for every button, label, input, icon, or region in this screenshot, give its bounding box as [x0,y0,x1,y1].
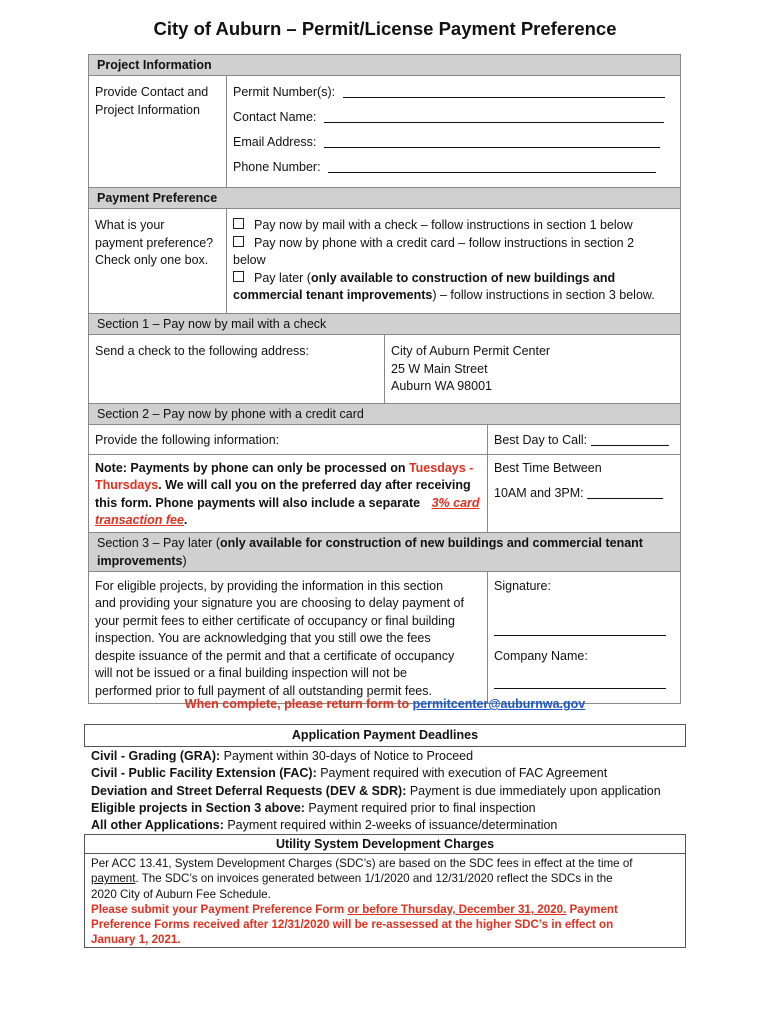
deadline-type: Civil - Public Facility Extension (FAC): [91,766,317,781]
option-phone-card-label: Pay now by phone with a credit card – follow instructions in section 2 [254,235,635,250]
sdc-header: Utility System Development Charges [84,834,686,854]
deadline-item [91,748,661,765]
section2-header-row [89,404,681,425]
deadline-text: Payment is due immediately upon application [406,783,661,798]
sdc-notice-text: Please submit your Payment Preference Form [91,902,348,916]
option-pay-later[interactable] [233,270,674,288]
best-day-field[interactable] [488,425,680,455]
deadline-item [91,783,661,800]
project-info-row [89,76,681,188]
section2-call-info [488,425,681,533]
payment-preference-header: Payment Preference [89,188,681,209]
best-day-line[interactable] [591,433,669,446]
payment-preference-label-line: payment preference? [95,235,214,250]
deadline-type: Eligible projects in Section 3 above: [91,800,305,815]
section2-note-text: Note: Payments by phone can only be processed on [95,460,409,475]
permit-number-field[interactable] [233,84,674,109]
project-info-label [89,76,227,188]
signature-label: Signature: [494,578,551,593]
address-line: City of Auburn Permit Center [391,344,551,358]
section3-header-text: Section 3 – Pay later ( [97,535,220,550]
option-pay-later-label: Pay later ( [254,270,311,285]
sdc-text: . The SDC’s on invoices generated between 1/1/2020 and 12/31/2020 reflect the SDCs in the [135,872,613,886]
page-title: City of Auburn – Permit/License Payment Preference [153,18,617,39]
best-time-label: Best Time Between [494,460,602,475]
section3-body-line: your permit fees to either certificate of occupancy or final building [95,613,455,628]
deadline-item [91,765,661,782]
sdc-payment-word: payment [91,872,136,886]
section2-note-end: . [183,513,188,527]
checkbox-pay-later[interactable] [233,271,244,282]
section2-card-fee: 3% card [431,495,480,510]
address-line: Auburn WA 98001 [391,379,492,393]
option-mail-check[interactable] [233,217,674,235]
section2-header: Section 2 – Pay now by phone with a credit card [89,404,681,425]
section1-header-row [89,314,681,335]
section3-body-line: despite issuance of the permit and that a certificate of occupancy [95,648,455,663]
section3-row [89,571,681,703]
company-name-line[interactable] [494,666,666,689]
deadline-item [91,800,661,817]
permit-number-label: Permit Number(s): [233,85,336,99]
payment-options [227,209,681,314]
address-line: 25 W Main Street [391,361,488,376]
option-phone-card-label-cont: below [233,253,266,267]
contact-name-label: Contact Name: [233,110,317,124]
project-info-header: Project Information [89,55,681,76]
deadlines-list [91,748,661,834]
deadline-text: Payment required within 2-weeks of issuance/determination [223,818,558,833]
option-mail-check-label: Pay now by mail with a check – follow instructions in section 1 below [254,218,633,232]
section2-note-text: this form. Phone payments will also include a separate [95,495,421,510]
project-info-header-row [89,55,681,76]
deadline-type: All other Applications: [91,818,224,833]
section1-instruction: Send a check to the following address: [89,335,385,404]
deadline-text: Payment required with execution of FAC Agreement [316,766,608,781]
email-address-label: Email Address: [233,135,317,149]
option-pay-later-cont [233,287,674,305]
best-time-field[interactable] [488,477,680,503]
section3-header-row [89,532,681,571]
deadline-type: Civil - Grading (GRA): [91,749,221,763]
permit-number-line[interactable] [343,85,665,98]
sdc-notice-text: Payment [566,902,618,916]
contact-name-field[interactable] [233,109,674,134]
section2-note-text: . We will call you on the preferred day after receiving [158,478,471,492]
sdc-notice-line: Preference Forms received after 12/31/2020 will be re-assessed at the higher SDC’s in effect on [91,918,614,932]
payment-preference-row [89,209,681,314]
payment-preference-label [89,209,227,314]
section3-body-line: For eligible projects, by providing the information in this section [95,578,444,593]
project-info-label-line: Project Information [95,102,200,117]
section2-note-days-cont: Thursdays [95,478,159,492]
project-info-label-line: Provide Contact and [95,85,209,99]
section3-header-condition-cont: improvements [97,553,183,568]
payment-preference-header-row [89,188,681,209]
section3-body [89,571,488,703]
best-time-line[interactable] [587,486,663,499]
payment-preference-label-line: What is your [95,218,165,232]
best-time-range-label: 10AM and 3PM: [494,486,584,500]
return-instructions [0,697,770,711]
sdc-text-line: 2020 City of Auburn Fee Schedule. [91,887,271,901]
return-email-link[interactable]: permitcenter@auburnwa.gov [412,697,586,711]
return-text: When complete, please return form to [184,697,413,711]
checkbox-mail-check[interactable] [233,218,244,229]
checkbox-phone-card[interactable] [233,236,244,247]
payment-preference-label-line: Check only one box. [95,253,209,267]
email-address-field[interactable] [233,134,674,159]
sdc-notice-line: January 1, 2021. [91,933,181,947]
deadlines-header: Application Payment Deadlines [84,724,686,747]
section2-provide: Provide the following information: [89,425,487,455]
section3-body-line: inspection. You are acknowledging that you still owe the fees [95,631,431,645]
section2-row [89,425,681,533]
section2-note [89,455,487,532]
section3-header-condition: only available for construction of new buildings and commercial tenant [219,535,643,550]
deadline-text: Payment required prior to final inspection [304,800,536,815]
section3-header [89,532,681,571]
section1-address [385,335,681,404]
option-pay-later-rest: ) – follow instructions in section 3 below. [432,288,655,302]
section3-body-line: and providing your signature you are choosing to delay payment of [95,596,464,610]
section2-instructions [89,425,488,533]
sdc-text-line [91,871,679,886]
section3-header-end: ) [182,553,187,568]
sdc-text-line: Per ACC 13.41, System Development Charges (SDC’s) are based on the SDC fees in effect at the time of [91,857,633,870]
signature-line[interactable] [494,595,666,636]
section2-card-fee-cont: transaction fee [95,513,184,527]
section1-row [89,335,681,404]
section1-header: Section 1 – Pay now by mail with a check [89,314,681,335]
sdc-box [84,853,686,948]
contact-name-line[interactable] [324,110,664,123]
payment-preference-form [88,54,681,704]
email-address-line[interactable] [324,135,660,148]
phone-number-line[interactable] [328,160,656,173]
company-name-label: Company Name: [494,649,588,663]
option-pay-later-condition: only available to construction of new buildings and [310,270,616,285]
phone-number-label: Phone Number: [233,160,321,174]
section3-body-line: will not be issued or a final building inspection will not be [95,666,407,680]
sdc-notice-line [91,902,679,917]
sdc-notice-deadline: or before Thursday, December 31, 2020. [347,902,567,916]
option-pay-later-condition-cont: commercial tenant improvements [233,288,433,302]
deadline-item [91,817,661,834]
phone-number-field[interactable] [233,159,674,179]
section3-body-line: performed prior to full payment of all outstanding permit fees. [95,683,432,698]
project-info-fields [227,76,681,188]
deadline-text: Payment within 30-days of Notice to Proceed [220,749,474,763]
deadline-type: Deviation and Street Deferral Requests (DEV & SDR): [91,783,407,798]
section3-signature-block [488,571,681,703]
option-phone-card[interactable] [233,235,674,253]
section2-note-days: Tuesdays - [408,460,474,475]
best-day-label: Best Day to Call: [494,433,588,447]
